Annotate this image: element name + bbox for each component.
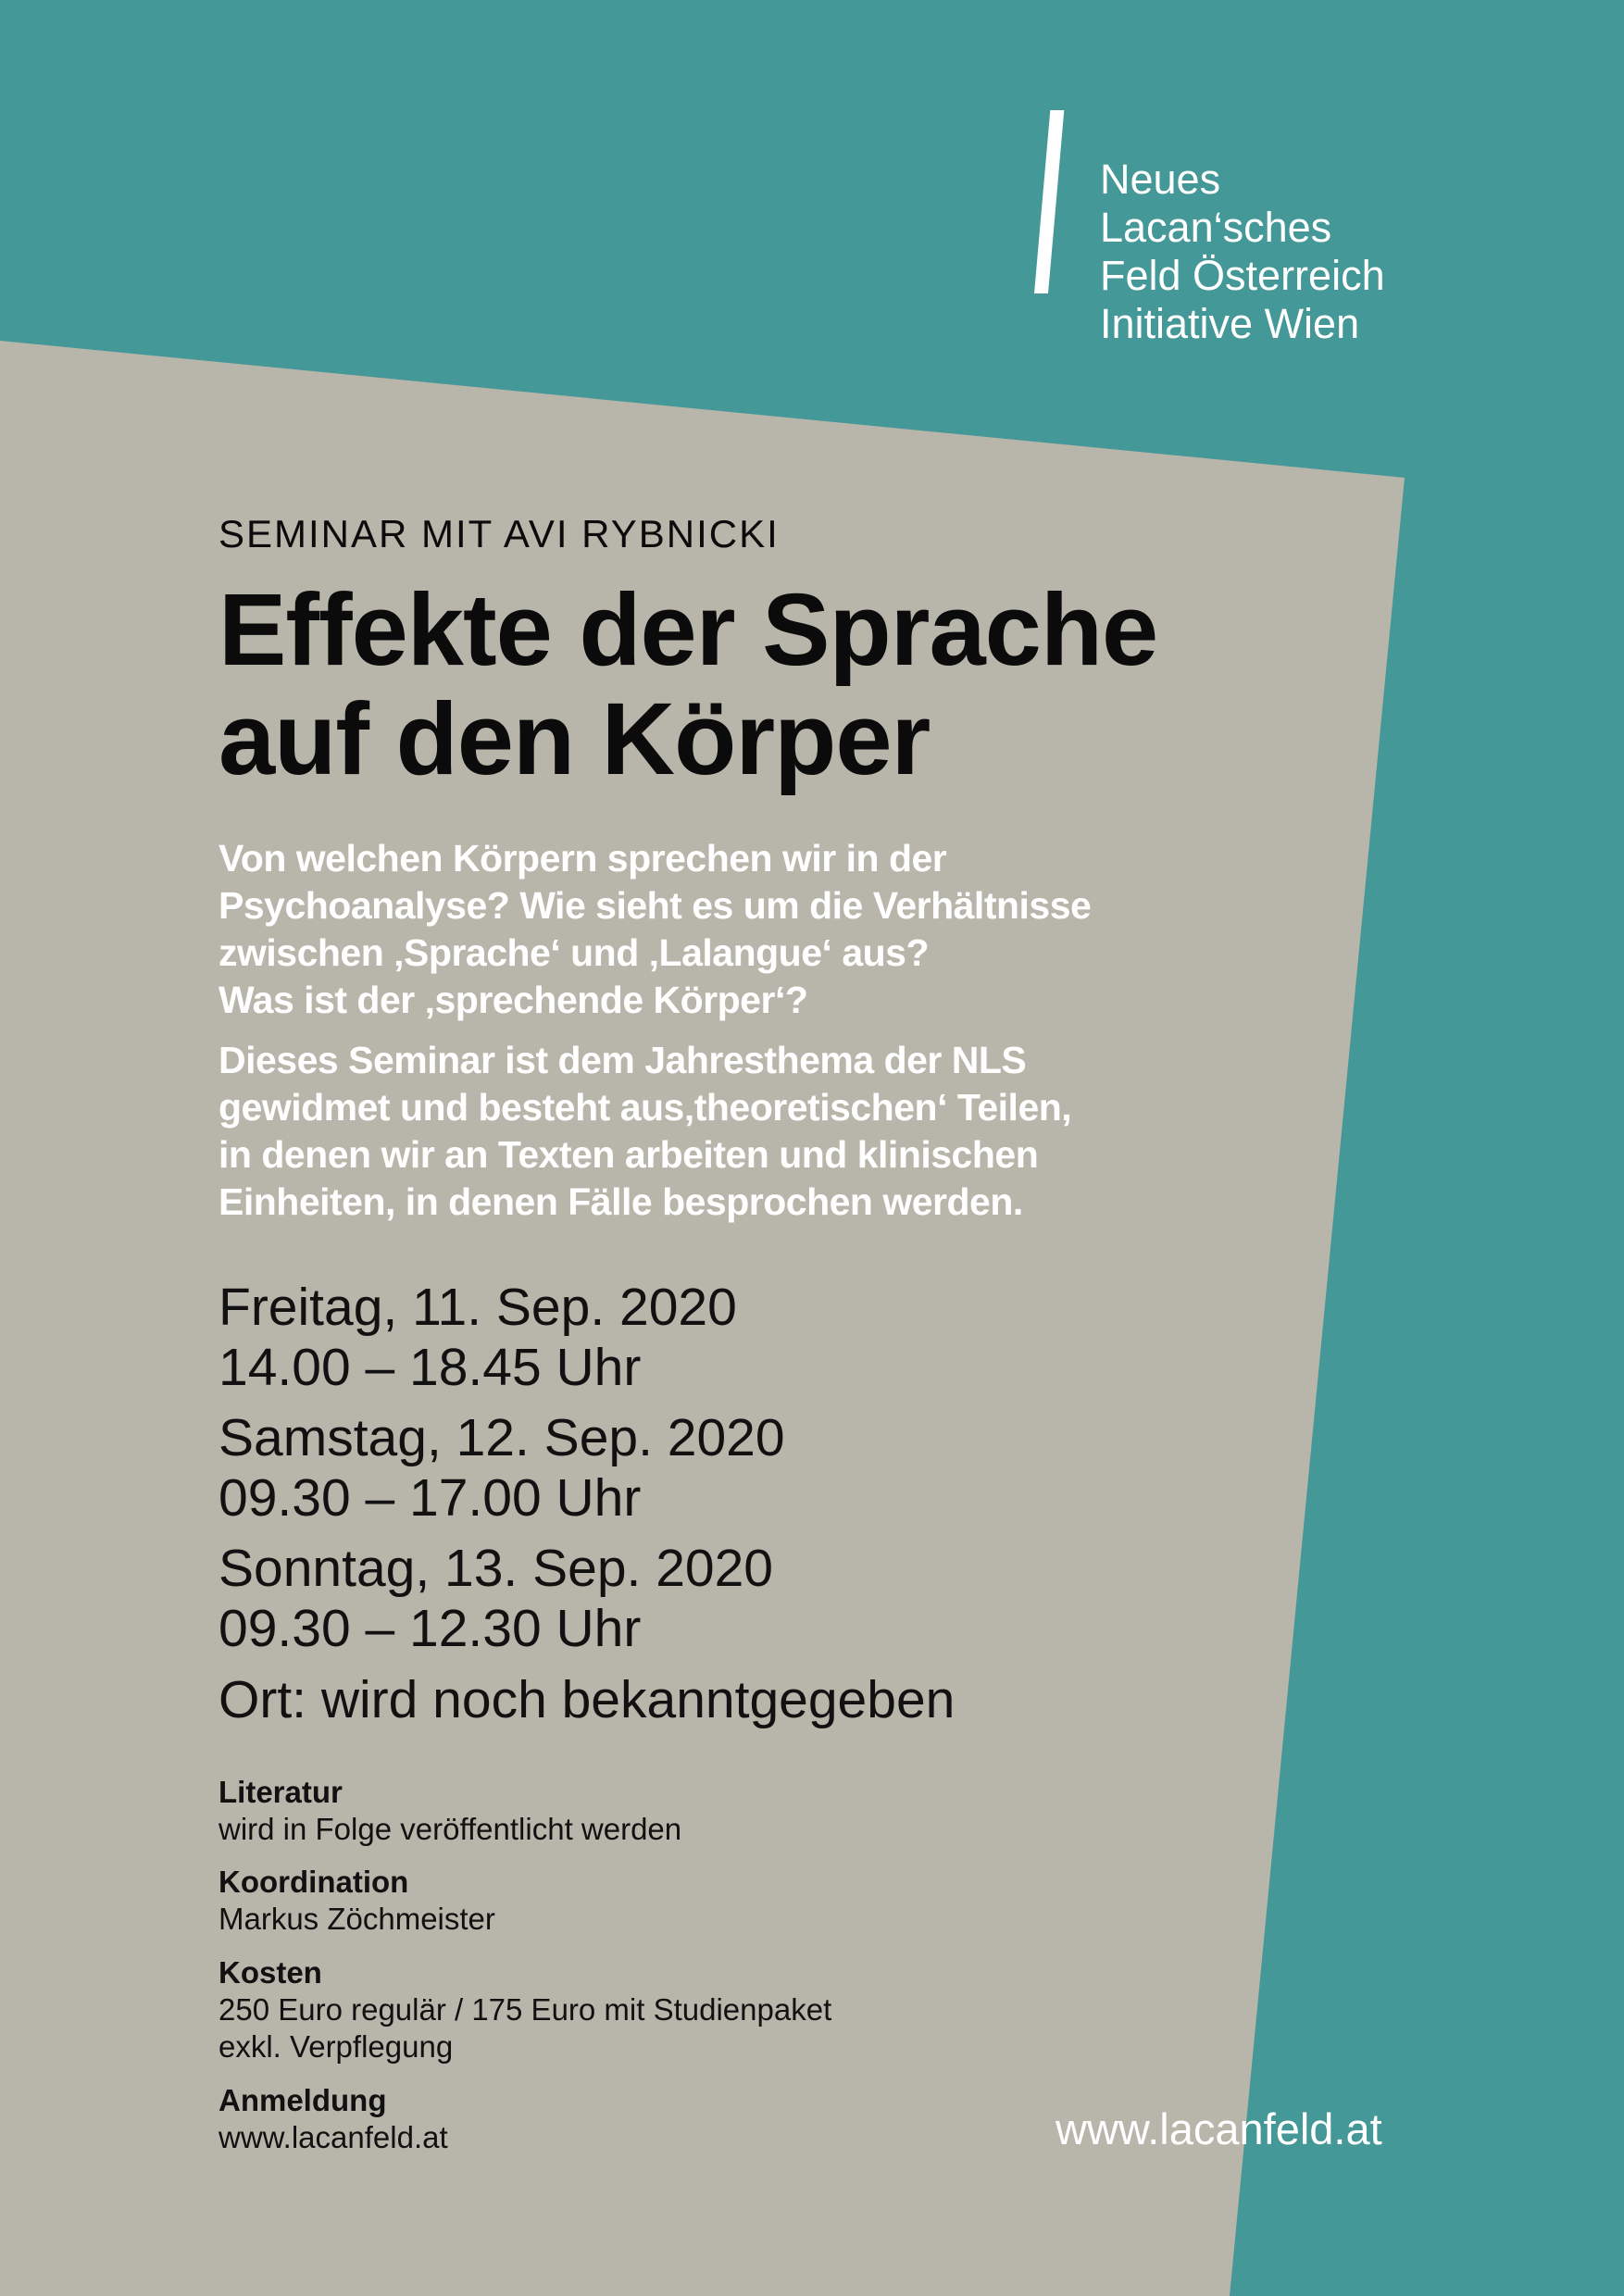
schedule-time: 09.30 – 12.30 Uhr xyxy=(219,1599,642,1658)
intro-line: Psychoanalyse? Wie sieht es um die Verhältnisse xyxy=(219,884,1092,927)
schedule-saturday xyxy=(219,1408,785,1529)
intro-paragraph-description xyxy=(219,1037,1071,1226)
info-literatur xyxy=(219,1774,681,1848)
seminar-kicker: SEMINAR MIT AVI RYBNICKI xyxy=(219,512,780,555)
schedule-sunday xyxy=(219,1539,773,1659)
schedule-friday xyxy=(219,1278,737,1398)
intro-line: Was ist der ‚sprechende Körper‘? xyxy=(219,979,808,1021)
intro-line: Dieses Seminar ist dem Jahresthema der NLS xyxy=(219,1039,1027,1081)
schedule-day: Sonntag, 13. Sep. 2020 xyxy=(219,1539,774,1598)
info-value: Markus Zöchmeister xyxy=(219,1902,495,1936)
schedule-day: Freitag, 11. Sep. 2020 xyxy=(219,1278,737,1337)
intro-line: zwischen ‚Sprache‘ und ‚Lalangue‘ aus? xyxy=(219,931,930,974)
info-label: Anmeldung xyxy=(219,2083,387,2117)
logo-slash-mark xyxy=(1034,110,1064,293)
location-text: Ort: wird noch bekanntgegeben xyxy=(219,1670,956,1729)
title-line: auf den Körper xyxy=(219,682,931,796)
registration-link[interactable]: www.lacanfeld.at xyxy=(219,2120,448,2154)
title-line: Effekte der Sprache xyxy=(219,573,1158,687)
organization-logo-text xyxy=(1100,156,1385,348)
schedule-day: Samstag, 12. Sep. 2020 xyxy=(219,1408,785,1467)
info-anmeldung xyxy=(219,2082,448,2156)
info-koordination xyxy=(219,1864,495,1938)
intro-line: Von welchen Körpern sprechen wir in der xyxy=(219,837,947,880)
logo-line: Feld Österreich xyxy=(1100,252,1385,299)
schedule-time: 09.30 – 17.00 Uhr xyxy=(219,1468,642,1528)
info-label: Kosten xyxy=(219,1955,322,1990)
info-label: Koordination xyxy=(219,1865,409,1899)
intro-paragraph-questions xyxy=(219,835,1091,1024)
footer-website-link[interactable]: www.lacanfeld.at xyxy=(1056,2104,1382,2153)
intro-line: in denen wir an Texten arbeiten und klinischen xyxy=(219,1133,1039,1176)
seminar-title xyxy=(219,573,1158,796)
logo-line: Lacan‘sches xyxy=(1100,204,1332,251)
intro-line: gewidmet und besteht aus‚theoretischen‘ Teilen, xyxy=(219,1086,1072,1129)
schedule-time: 14.00 – 18.45 Uhr xyxy=(219,1338,642,1397)
info-value: exkl. Verpflegung xyxy=(219,2029,454,2064)
info-label: Literatur xyxy=(219,1775,343,1809)
info-value: 250 Euro regulär / 175 Euro mit Studienpaket xyxy=(219,1992,832,2027)
logo-line: Neues xyxy=(1100,156,1221,203)
info-value: wird in Folge veröffentlicht werden xyxy=(219,1812,682,1846)
logo-line: Initiative Wien xyxy=(1100,300,1360,347)
intro-line: Einheiten, in denen Fälle besprochen werden. xyxy=(219,1180,1023,1223)
info-kosten xyxy=(219,1954,831,2065)
